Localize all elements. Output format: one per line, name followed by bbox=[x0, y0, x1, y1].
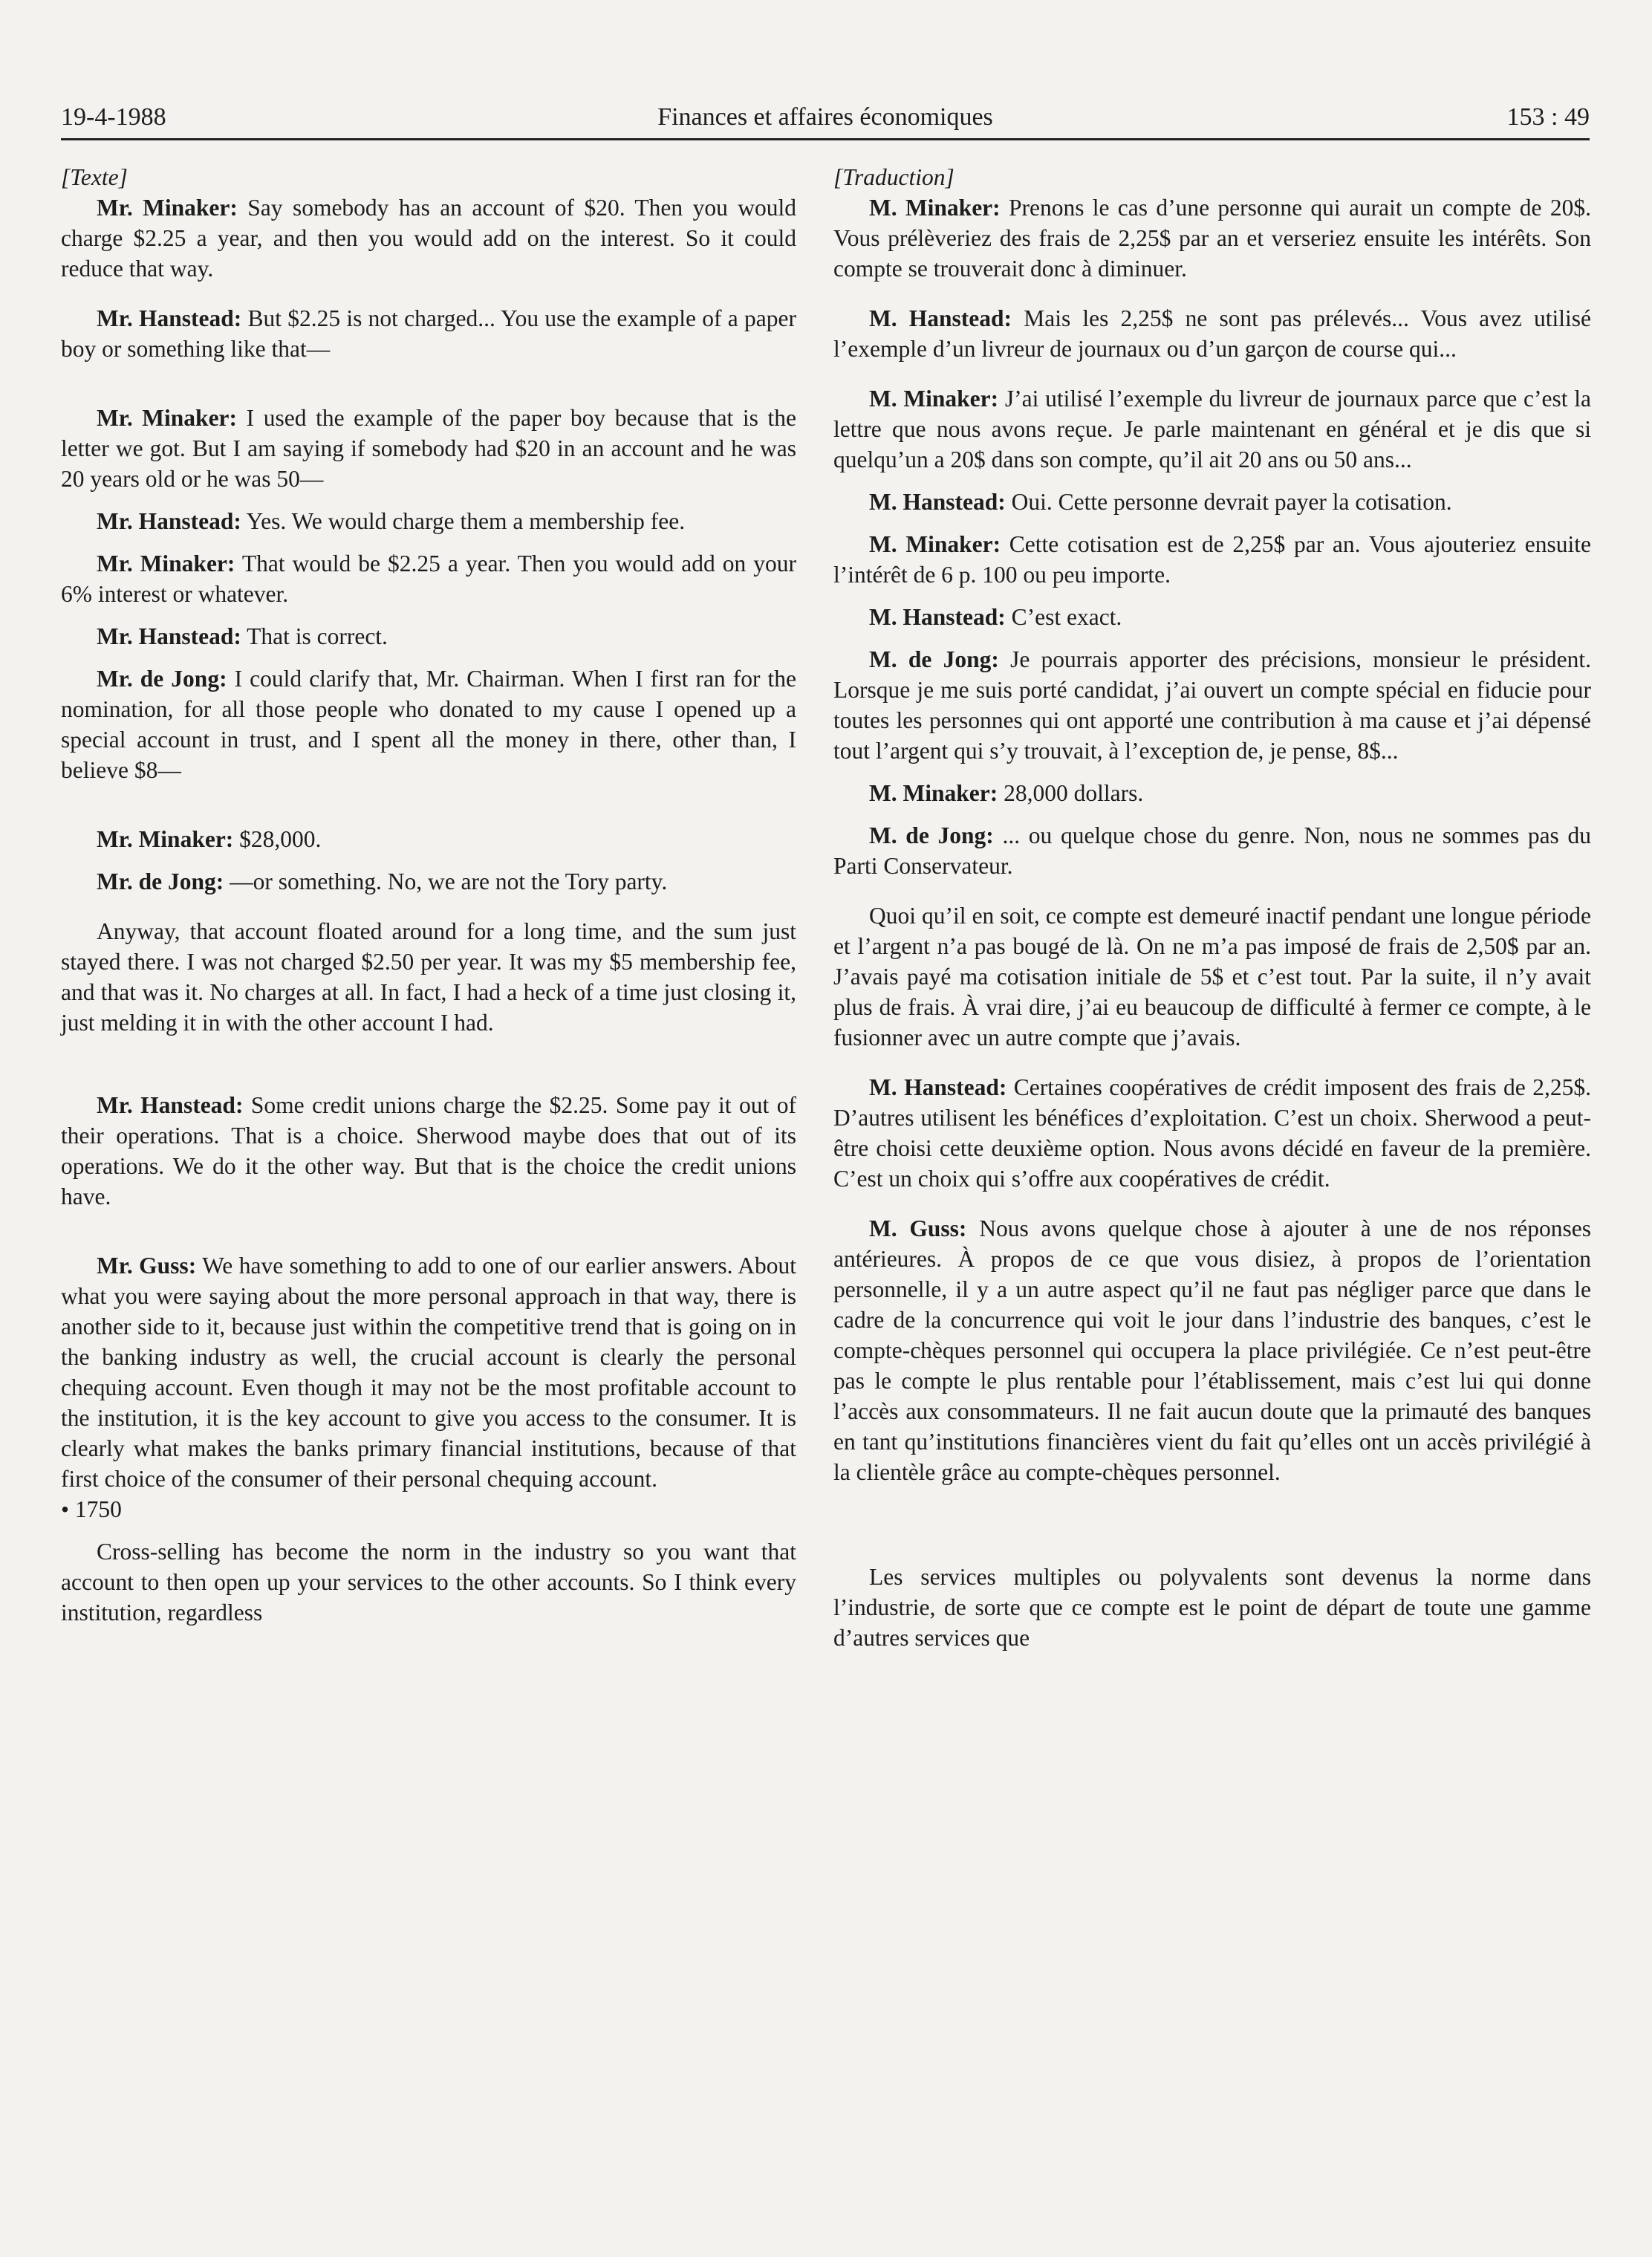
speech-text: Some credit unions charge the $2.25. Some pay it out of their operations. That is a choice. Sherwood maybe does that out of its operations. We do it the other way. But that is the choice the credit unions have. bbox=[61, 1092, 796, 1209]
speaker-name: Mr. Minaker: bbox=[97, 551, 235, 577]
speech-text: We have something to add to one of our earlier answers. About what you were saying about the more personal approach in that way, there is another side to it, because just within the competitive trend that is going on in the banking industry as well, the crucial account is clearly the personal chequing account. Even though it may not be the most profitable account to the institution, it is the key account to give you access to the consumer. It is clearly what makes the banks primary financial institutions, because of that first choice of the consumer of their personal chequing account. bbox=[61, 1253, 796, 1492]
speech-text: Mais les 2,25$ ne sont pas prélevés... Vous avez utilisé l’exemple d’un livreur de journaux ou d’un garçon de course qui... bbox=[833, 305, 1591, 362]
speech-text: But $2.25 is not charged... You use the example of a paper boy or something like that— bbox=[61, 305, 796, 362]
speech-text: Certaines coopératives de crédit imposent des frais de 2,25$. D’autres utilisent les bénéfices d’exploitation. C’est un choix. Sherwood a peut-être choisi cette deuxième option. Nous avons décidé en faveur de la première. C’est un choix qui s’offre aux coopératives de crédit. bbox=[833, 1074, 1591, 1192]
paragraph: Anyway, that account floated around for a long time, and the sum just stayed there. I was not charged $2.50 per year. It was my $5 membership fee, and that was it. No charges at all. In fact, I had a heck of a time just closing it, just melding it in with the other account I had. bbox=[61, 918, 796, 1036]
paragraph: Cross-selling has become the norm in the industry so you want that account to then open up your services to the other accounts. So I think every institution, regardless bbox=[61, 1539, 796, 1626]
section-label: [Texte] bbox=[61, 164, 128, 190]
page-header bbox=[61, 97, 1590, 138]
paragraph bbox=[833, 820, 1591, 881]
speech-text: $28,000. bbox=[233, 826, 322, 852]
paragraph bbox=[61, 824, 796, 854]
speech-text: Oui. Cette personne devrait payer la cotisation. bbox=[1005, 489, 1452, 515]
paragraph bbox=[833, 487, 1591, 517]
speaker-name: Mr. Hanstead: bbox=[97, 623, 241, 649]
speech-text: ... ou quelque chose du genre. Non, nous ne sommes pas du Parti Conservateur. bbox=[833, 822, 1591, 879]
paragraph bbox=[833, 383, 1591, 475]
paragraph bbox=[61, 192, 796, 284]
paragraph bbox=[61, 506, 796, 536]
paragraph bbox=[61, 1090, 796, 1212]
speech-text: Cette cotisation est de 2,25$ par an. Vous ajouteriez ensuite l’intérêt de 6 p. 100 ou peu importe. bbox=[833, 531, 1591, 588]
paragraph bbox=[833, 1213, 1591, 1487]
paragraph bbox=[833, 644, 1591, 766]
header-title: Finances et affaires économiques bbox=[657, 103, 993, 131]
speaker-name: Mr. de Jong: bbox=[97, 666, 227, 692]
paragraph bbox=[833, 303, 1591, 364]
paragraph bbox=[833, 1072, 1591, 1194]
section-label: [Traduction] bbox=[833, 164, 955, 190]
paragraph bbox=[61, 866, 796, 897]
speaker-name: M. de Jong: bbox=[869, 646, 999, 672]
speech-text: Je pourrais apporter des précisions, monsieur le président. Lorsque je me suis porté candidat, j’ai ouvert un compte spécial en fiducie pour toutes les personnes qui ont apporté une contribution à ma cause et j’ai dépensé tout l’argent qui s’y trouvait, à l’exception de, je pense, 8$... bbox=[833, 646, 1592, 764]
speaker-name: M. Hanstead: bbox=[869, 604, 1006, 630]
speaker-name: Mr. Hanstead: bbox=[97, 508, 241, 534]
speech-text: Nous avons quelque chose à ajouter à une de nos réponses antérieures. À propos de ce que vous disiez, à propos de l’orientation personnelle, il y a un autre aspect qu’il ne faut pas négliger parce que dans le cadre de la concurrence qui voit le jour dans l’industrie des banques, c’est le compte-chèques personnel qui occupera la place privilégiée. Ce n’est peut-être pas le compte le plus rentable pour l’établissement, mais c’est lui qui donne l’accès aux consommateurs. Il ne fait aucun doute que la primauté des banques en tant qu’institutions financières vient du fait qu’elles ont un accès privilégié à la clientèle grâce au compte-chèques personnel. bbox=[833, 1215, 1591, 1485]
speech-text: Say somebody has an account of $20. Then you would charge $2.25 a year, and then you would add on the interest. So it could reduce that way. bbox=[61, 195, 796, 282]
speech-text: J’ai utilisé l’exemple du livreur de journaux parce que c’est la lettre que nous avons reçue. Je parle maintenant en général et je dis que si quelqu’un a 20$ dans son compte, qu’il ait 20 ans ou 50 ans... bbox=[833, 386, 1591, 472]
paragraph: Quoi qu’il en soit, ce compte est demeuré inactif pendant une longue période et l’argent n’a pas bougé de là. On ne m’a pas imposé de frais de 2,50$ par an. J’avais payé ma cotisation initiale de 5$ et c’est tout. Par la suite, il n’y avait plus de frais. À vrai dire, j’ai eu beaucoup de difficulté à fermer ce compte, à le fusionner avec un autre compte que j’avais. bbox=[833, 903, 1591, 1050]
speaker-name: Mr. Hanstead: bbox=[97, 1092, 244, 1118]
speaker-name: M. Hanstead: bbox=[869, 489, 1006, 515]
speaker-name: M. de Jong: bbox=[869, 822, 994, 848]
header-rule bbox=[61, 138, 1590, 140]
speech-text: C’est exact. bbox=[1005, 604, 1122, 630]
speech-text: I used the example of the paper boy because that is the letter we got. But I am saying if somebody had $20 in an account and he was 20 years old or he was 50— bbox=[61, 405, 797, 492]
speaker-name: M. Hanstead: bbox=[869, 1074, 1007, 1100]
speech-text: Prenons le cas d’une personne qui aurait un compte de 20$. Vous prélèveriez des frais de 2,25$ par an et verseriez ensuite les intérêts. Son compte se trouverait donc à diminuer. bbox=[833, 195, 1591, 282]
paragraph bbox=[833, 529, 1591, 590]
speaker-name: M. Guss: bbox=[869, 1215, 967, 1241]
header-page-number: 153 : 49 bbox=[1506, 103, 1590, 131]
time-marker: • 1750 bbox=[61, 1496, 122, 1522]
speech-text: —or something. No, we are not the Tory party. bbox=[224, 868, 668, 894]
speaker-name: Mr. Minaker: bbox=[97, 405, 238, 431]
paragraph: Les services multiples ou polyvalents sont devenus la norme dans l’industrie, de sorte que ce compte est le point de départ de toute une gamme d’autres services que bbox=[833, 1564, 1591, 1651]
paragraph bbox=[833, 602, 1591, 632]
english-column bbox=[61, 162, 796, 1628]
speaker-name: M. Minaker: bbox=[869, 195, 1001, 221]
speaker-name: M. Minaker: bbox=[869, 386, 999, 412]
speaker-name: M. Minaker: bbox=[869, 531, 1001, 557]
speech-text: 28,000 dollars. bbox=[998, 780, 1144, 806]
paragraph bbox=[61, 403, 796, 494]
speech-text: Yes. We would charge them a membership fee. bbox=[241, 508, 686, 534]
speaker-name: M. Minaker: bbox=[869, 780, 998, 806]
paragraph bbox=[61, 303, 796, 364]
paragraph bbox=[833, 192, 1591, 284]
speaker-name: M. Hanstead: bbox=[869, 305, 1012, 331]
paragraph bbox=[61, 621, 796, 652]
speech-text: I could clarify that, Mr. Chairman. When I first ran for the nomination, for all those people who donated to my cause I opened up a special account in trust, and I spent all the money in there, other than, I believe $8— bbox=[61, 666, 796, 783]
french-column bbox=[833, 162, 1591, 1653]
header-date: 19-4-1988 bbox=[61, 103, 166, 131]
speaker-name: Mr. de Jong: bbox=[97, 868, 224, 894]
speaker-name: Mr. Minaker: bbox=[97, 826, 234, 852]
speaker-name: Mr. Minaker: bbox=[97, 195, 238, 221]
speech-text: That would be $2.25 a year. Then you would add on your 6% interest or whatever. bbox=[61, 551, 796, 607]
paragraph bbox=[61, 548, 796, 609]
paragraph bbox=[833, 778, 1591, 808]
speech-text: That is correct. bbox=[241, 623, 388, 649]
paragraph bbox=[61, 663, 796, 785]
speaker-name: Mr. Guss: bbox=[97, 1253, 197, 1279]
speaker-name: Mr. Hanstead: bbox=[97, 305, 242, 331]
paragraph bbox=[61, 1250, 796, 1494]
